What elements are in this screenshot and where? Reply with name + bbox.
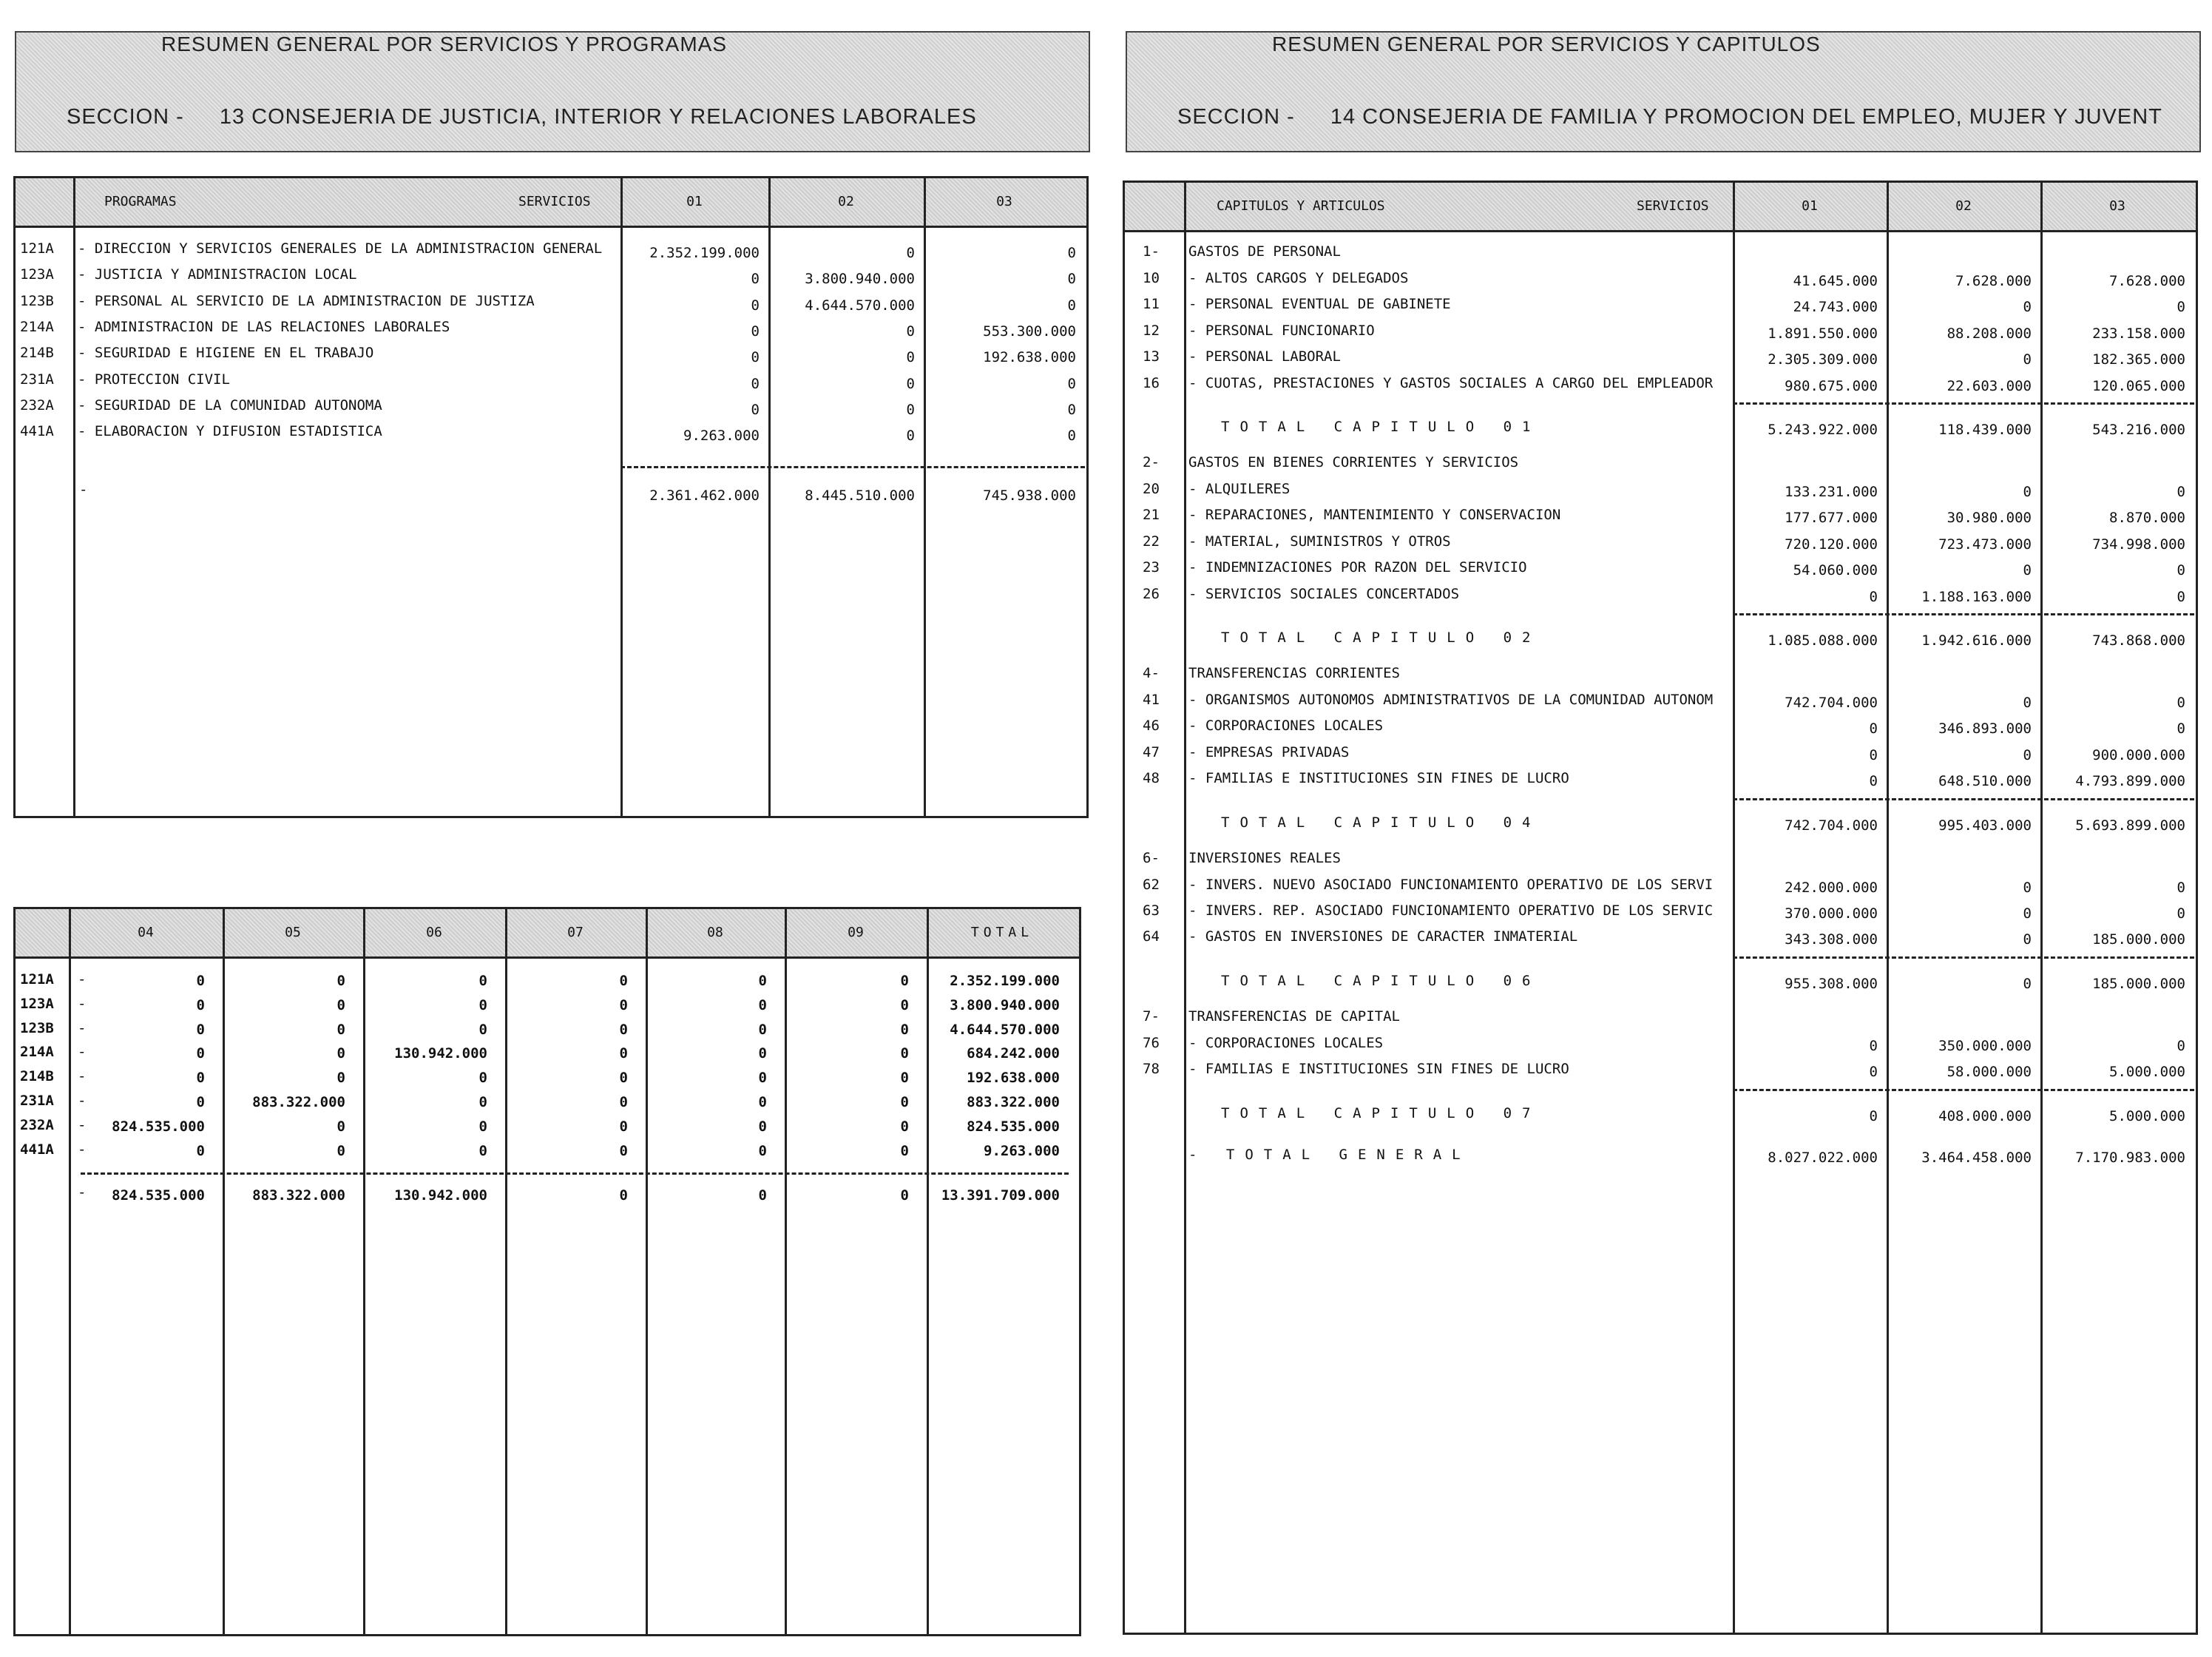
- articulo-code: 46: [1143, 718, 1160, 735]
- programa-value: 3.800.940.000: [805, 271, 915, 288]
- articulo-code: 26: [1143, 585, 1160, 602]
- bottom-row-value: 0: [336, 1118, 345, 1135]
- bottom-row-value: 0: [619, 1118, 628, 1135]
- bottom-row-value: 0: [336, 1142, 345, 1159]
- programa-desc: - ELABORACION Y DIFUSION ESTADISTICA: [78, 423, 382, 440]
- bottom-row-value: 0: [478, 1094, 487, 1110]
- header-col-03: 03: [996, 194, 1012, 209]
- bottom-total-value: 883.322.000: [252, 1187, 345, 1204]
- articulo-desc: - REPARACIONES, MANTENIMIENTO Y CONSERVACION: [1188, 507, 1561, 524]
- programa-value: 0: [906, 245, 915, 261]
- capitulo-total-value: 185.000.000: [2092, 975, 2185, 992]
- capitulo-total-value: 742.704.000: [1785, 817, 1878, 834]
- bottom-header-col: 07: [567, 925, 584, 940]
- bottom-row-value: 0: [619, 1094, 628, 1110]
- articulo-desc: - ALQUILERES: [1188, 481, 1291, 497]
- articulo-value: 0: [1869, 746, 1878, 763]
- bottom-row-value: 824.535.000: [112, 1118, 205, 1135]
- bottom-row-value: 0: [336, 996, 345, 1013]
- programa-desc: - PROTECCION CIVIL: [78, 371, 230, 388]
- articulo-value: 0: [2177, 484, 2185, 500]
- bottom-row-dash: -: [78, 1141, 87, 1158]
- bottom-row-value: 883.322.000: [967, 1094, 1060, 1110]
- programa-value: 0: [1067, 271, 1076, 288]
- bottom-row-value: 0: [758, 1118, 767, 1135]
- bottom-header-col: 09: [848, 925, 864, 940]
- bottom-row-code: 441A: [20, 1141, 54, 1158]
- bottom-row-code: 232A: [20, 1116, 54, 1133]
- articulo-desc: - SERVICIOS SOCIALES CONCERTADOS: [1188, 585, 1460, 602]
- capitulo-code: 1-: [1143, 243, 1160, 260]
- articulo-value: 0: [1869, 1037, 1878, 1054]
- articulo-value: 0: [1869, 773, 1878, 790]
- header-servicios-right: SERVICIOS: [1637, 198, 1709, 214]
- capitulo-total-label: TOTAL CAPITULO 01: [1221, 419, 1541, 435]
- articulo-value: 120.065.000: [2092, 377, 2185, 394]
- bottom-row-value: 192.638.000: [967, 1070, 1060, 1087]
- bottom-total-value: 824.535.000: [112, 1187, 205, 1204]
- articulo-value: 233.158.000: [2092, 325, 2185, 342]
- articulo-code: 11: [1143, 296, 1160, 313]
- articulo-desc: - MATERIAL, SUMINISTROS Y OTROS: [1188, 533, 1451, 550]
- articulo-value: 900.000.000: [2092, 746, 2185, 763]
- bottom-row-value: 0: [900, 973, 909, 989]
- total-col-03: 745.938.000: [983, 487, 1076, 504]
- articulo-code: 10: [1143, 270, 1160, 286]
- programa-desc: - JUSTICIA Y ADMINISTRACION LOCAL: [78, 266, 357, 283]
- programa-value: 0: [1067, 245, 1076, 261]
- programa-value: 4.644.570.000: [805, 297, 915, 314]
- bottom-row-value: 0: [619, 973, 628, 989]
- articulo-value: 720.120.000: [1785, 536, 1878, 553]
- capitulo-total-label: TOTAL CAPITULO 07: [1221, 1104, 1541, 1121]
- capitulo-total-value: 408.000.000: [1938, 1107, 2032, 1124]
- bottom-row-code: 121A: [20, 971, 54, 988]
- articulo-code: 22: [1143, 533, 1160, 550]
- bottom-row-dash: -: [78, 1019, 87, 1036]
- articulo-desc: - FAMILIAS E INSTITUCIONES SIN FINES DE LUCRO: [1188, 1061, 1569, 1078]
- bottom-row-value: 0: [900, 1021, 909, 1038]
- articulo-code: 12: [1143, 322, 1160, 339]
- articulo-value: 0: [2023, 484, 2032, 500]
- programa-value: 0: [1067, 428, 1076, 445]
- articulo-code: 76: [1143, 1034, 1160, 1051]
- articulo-value: 648.510.000: [1938, 773, 2032, 790]
- capitulo-code: 4-: [1143, 665, 1160, 681]
- programa-desc: - SEGURIDAD DE LA COMUNIDAD AUTONOMA: [78, 396, 382, 414]
- articulo-code: 41: [1143, 692, 1160, 708]
- bottom-row-value: 0: [900, 1142, 909, 1159]
- articulo-value: 734.998.000: [2092, 536, 2185, 553]
- bottom-row-value: 0: [758, 1070, 767, 1087]
- programa-value: 553.300.000: [983, 323, 1076, 340]
- articulo-value: 0: [2023, 299, 2032, 316]
- left-seccion-label: SECCION -: [67, 105, 184, 129]
- capitulo-total-value: 1.942.616.000: [1921, 632, 2032, 649]
- articulo-desc: - INVERS. REP. ASOCIADO FUNCIONAMIENTO OPERATIVO DE LOS SERVIC: [1188, 902, 1714, 919]
- articulo-value: 742.704.000: [1785, 695, 1878, 711]
- bottom-row-value: 0: [900, 1094, 909, 1110]
- header-programas: PROGRAMAS: [104, 194, 177, 209]
- bottom-row-value: 0: [478, 1142, 487, 1159]
- capitulo-total-label: TOTAL CAPITULO 04: [1221, 814, 1541, 831]
- bottom-row-value: 0: [336, 973, 345, 989]
- articulo-value: 54.060.000: [1793, 562, 1878, 579]
- bottom-row-value: 0: [619, 996, 628, 1013]
- bottom-row-value: 0: [196, 1094, 205, 1110]
- articulo-code: 47: [1143, 743, 1160, 760]
- bottom-header-col: 06: [426, 925, 442, 940]
- articulo-code: 16: [1143, 374, 1160, 391]
- header-col-02: 02: [838, 194, 854, 209]
- bottom-row-value: 9.263.000: [984, 1142, 1060, 1159]
- header-capitulos: CAPITULOS Y ARTICULOS: [1217, 198, 1385, 214]
- programa-value: 0: [751, 271, 760, 288]
- bottom-total-value: 0: [758, 1187, 767, 1204]
- bottom-row-value: 0: [478, 1070, 487, 1087]
- total-general-value: 3.464.458.000: [1921, 1149, 2032, 1166]
- programa-desc: - PERSONAL AL SERVICIO DE LA ADMINISTRACION DE JUSTIZA: [78, 292, 535, 309]
- left-columns-table: [13, 907, 1081, 1636]
- left-title: RESUMEN GENERAL POR SERVICIOS Y PROGRAMAS: [161, 33, 728, 55]
- articulo-desc: - PERSONAL FUNCIONARIO: [1188, 322, 1375, 339]
- articulo-value: 0: [2177, 588, 2185, 605]
- bottom-header-col: 08: [707, 925, 723, 940]
- articulo-value: 30.980.000: [1947, 510, 2032, 527]
- bottom-row-value: 0: [619, 1070, 628, 1087]
- bottom-row-value: 0: [196, 1070, 205, 1087]
- right-header-col-03: 03: [2109, 198, 2125, 214]
- capitulo-name: TRANSFERENCIAS DE CAPITAL: [1188, 1008, 1400, 1025]
- articulo-value: 0: [1869, 588, 1878, 605]
- articulo-value: 7.628.000: [2109, 273, 2185, 289]
- articulo-value: 5.000.000: [2109, 1064, 2185, 1081]
- right-header-col-01: 01: [1802, 198, 1818, 214]
- right-seccion-label: SECCION -: [1177, 105, 1295, 129]
- bottom-row-value: 824.535.000: [967, 1118, 1060, 1135]
- bottom-row-value: 0: [336, 1021, 345, 1038]
- programa-value: 0: [751, 375, 760, 392]
- articulo-desc: - FAMILIAS E INSTITUCIONES SIN FINES DE LUCRO: [1188, 770, 1569, 787]
- articulo-value: 0: [2023, 351, 2032, 368]
- articulo-value: 22.603.000: [1947, 377, 2032, 394]
- programa-code: 231A: [20, 371, 54, 388]
- bottom-row-value: 0: [478, 996, 487, 1013]
- capitulo-total-value: 118.439.000: [1938, 422, 2032, 438]
- articulo-value: 24.743.000: [1793, 299, 1878, 316]
- programa-desc: - DIRECCION Y SERVICIOS GENERALES DE LA ADMINISTRACION GENERAL: [78, 240, 603, 257]
- articulo-value: 0: [2177, 720, 2185, 738]
- articulo-desc: - CUOTAS, PRESTACIONES Y GASTOS SOCIALES A CARGO DEL EMPLEADOR: [1188, 374, 1714, 391]
- capitulo-name: TRANSFERENCIAS CORRIENTES: [1188, 665, 1400, 681]
- programa-value: 0: [906, 323, 915, 340]
- programa-code: 123A: [20, 266, 54, 283]
- bottom-row-value: 0: [900, 996, 909, 1013]
- articulo-code: 21: [1143, 507, 1160, 524]
- articulo-desc: - ALTOS CARGOS Y DELEGADOS: [1188, 270, 1409, 286]
- bottom-row-value: 883.322.000: [252, 1094, 345, 1110]
- articulo-code: 62: [1143, 876, 1160, 893]
- programa-code: 123B: [20, 292, 54, 309]
- articulo-value: 343.308.000: [1785, 931, 1878, 948]
- articulo-value: 723.473.000: [1938, 536, 2032, 553]
- articulo-value: 2.305.309.000: [1768, 351, 1878, 368]
- programa-code: 121A: [20, 240, 54, 257]
- articulo-value: 8.870.000: [2109, 510, 2185, 527]
- right-header-col-02: 02: [1955, 198, 1972, 214]
- header-col-01: 01: [686, 194, 703, 209]
- bottom-row-dash: -: [78, 1044, 87, 1061]
- programa-code: 441A: [20, 423, 54, 440]
- articulo-value: 0: [2177, 1037, 2185, 1054]
- bottom-row-value: 0: [196, 973, 205, 989]
- articulo-code: 78: [1143, 1061, 1160, 1078]
- articulo-desc: - INVERS. NUEVO ASOCIADO FUNCIONAMIENTO OPERATIVO DE LOS SERVI: [1188, 876, 1714, 893]
- programa-value: 0: [1067, 375, 1076, 392]
- left-seccion: [67, 105, 977, 129]
- articulo-value: 88.208.000: [1947, 325, 2032, 342]
- total-dash: -: [79, 482, 88, 498]
- articulo-value: 346.893.000: [1938, 720, 2032, 738]
- articulo-value: 177.677.000: [1785, 510, 1878, 527]
- articulo-value: 41.645.000: [1793, 273, 1878, 289]
- articulo-value: 242.000.000: [1785, 879, 1878, 896]
- bottom-row-dash: -: [78, 971, 87, 988]
- programa-value: 0: [906, 349, 915, 366]
- bottom-row-value: 3.800.940.000: [950, 996, 1060, 1013]
- bottom-row-code: 214B: [20, 1068, 54, 1085]
- programa-code: 214B: [20, 345, 54, 362]
- articulo-value: 7.628.000: [1955, 273, 2032, 289]
- left-programas-table: [13, 176, 1089, 818]
- articulo-value: 0: [2023, 746, 2032, 763]
- articulo-value: 0: [2023, 562, 2032, 579]
- bottom-row-value: 0: [196, 1045, 205, 1062]
- programa-code: 232A: [20, 396, 54, 414]
- bottom-row-value: 0: [196, 1021, 205, 1038]
- articulo-desc: - EMPRESAS PRIVADAS: [1188, 743, 1350, 760]
- articulo-code: 23: [1143, 559, 1160, 576]
- programa-value: 0: [751, 349, 760, 366]
- programa-value: 0: [751, 401, 760, 418]
- articulo-code: 63: [1143, 902, 1160, 919]
- articulo-code: 48: [1143, 770, 1160, 787]
- articulo-desc: - CORPORACIONES LOCALES: [1188, 718, 1384, 735]
- header-servicios: SERVICIOS: [518, 194, 591, 209]
- total-col-02: 8.445.510.000: [805, 487, 915, 504]
- articulo-value: 1.188.163.000: [1921, 588, 2032, 605]
- articulo-desc: - ORGANISMOS AUTONOMOS ADMINISTRATIVOS DE LA COMUNIDAD AUTONOM: [1188, 692, 1714, 708]
- programa-desc: - ADMINISTRACION DE LAS RELACIONES LABORALES: [78, 318, 450, 335]
- capitulo-name: INVERSIONES REALES: [1188, 849, 1341, 866]
- bottom-total-value: 0: [619, 1187, 628, 1204]
- total-general-value: 8.027.022.000: [1768, 1149, 1878, 1166]
- articulo-value: 0: [2177, 299, 2185, 316]
- bottom-row-value: 0: [758, 1094, 767, 1110]
- articulo-desc: - GASTOS EN INVERSIONES DE CARACTER INMATERIAL: [1188, 928, 1578, 945]
- capitulo-code: 2-: [1143, 454, 1160, 470]
- articulo-value: 133.231.000: [1785, 484, 1878, 500]
- programa-value: 192.638.000: [983, 349, 1076, 366]
- right-seccion: [1177, 105, 2162, 129]
- bottom-total-value: 130.942.000: [394, 1187, 487, 1204]
- programa-value: 9.263.000: [683, 428, 760, 445]
- total-general-value: 7.170.983.000: [2075, 1149, 2185, 1166]
- bottom-row-value: 0: [196, 996, 205, 1013]
- articulo-value: 0: [1869, 720, 1878, 738]
- programa-value: 0: [906, 428, 915, 445]
- bottom-row-value: 4.644.570.000: [950, 1021, 1060, 1038]
- bottom-header-col: TOTAL: [970, 925, 1034, 940]
- bottom-row-value: 0: [619, 1045, 628, 1062]
- programa-value: 0: [751, 323, 760, 340]
- programa-value: 0: [1067, 401, 1076, 418]
- articulo-value: 0: [2177, 695, 2185, 711]
- bottom-row-value: 130.942.000: [394, 1045, 487, 1062]
- articulo-value: 4.793.899.000: [2075, 773, 2185, 790]
- bottom-row-code: 123A: [20, 995, 54, 1012]
- bottom-row-value: 0: [336, 1070, 345, 1087]
- articulo-value: 0: [1869, 1064, 1878, 1081]
- right-banner: [1126, 31, 2201, 152]
- right-capitulos-table: [1123, 180, 2198, 1635]
- capitulo-total-value: 5.243.922.000: [1768, 422, 1878, 438]
- bottom-row-value: 0: [758, 973, 767, 989]
- bottom-row-value: 2.352.199.000: [950, 973, 1060, 989]
- articulo-code: 64: [1143, 928, 1160, 945]
- articulo-desc: - INDEMNIZACIONES POR RAZON DEL SERVICIO: [1188, 559, 1527, 576]
- articulo-value: 0: [2023, 905, 2032, 922]
- articulo-value: 58.000.000: [1947, 1064, 2032, 1081]
- right-seccion-name: 14 CONSEJERIA DE FAMILIA Y PROMOCION DEL EMPLEO, MUJER Y JUVENT: [1330, 105, 2162, 129]
- bottom-row-dash: -: [78, 995, 87, 1012]
- articulo-value: 182.365.000: [2092, 351, 2185, 368]
- programa-value: 0: [906, 375, 915, 392]
- capitulo-code: 6-: [1143, 849, 1160, 866]
- bottom-row-code: 123B: [20, 1019, 54, 1036]
- capitulo-total-value: 995.403.000: [1938, 817, 2032, 834]
- bottom-row-value: 0: [758, 1045, 767, 1062]
- left-seccion-name: 13 CONSEJERIA DE JUSTICIA, INTERIOR Y RELACIONES LABORALES: [219, 105, 977, 129]
- articulo-desc: - PERSONAL LABORAL: [1188, 348, 1341, 365]
- bottom-row-value: 0: [900, 1045, 909, 1062]
- bottom-row-value: 0: [619, 1142, 628, 1159]
- bottom-row-value: 0: [619, 1021, 628, 1038]
- bottom-header-col: 05: [285, 925, 301, 940]
- capitulo-total-value: 5.000.000: [2109, 1107, 2185, 1124]
- articulo-value: 370.000.000: [1785, 905, 1878, 922]
- programa-value: 0: [906, 401, 915, 418]
- capitulo-total-value: 543.216.000: [2092, 422, 2185, 438]
- programa-value: 2.352.199.000: [649, 245, 760, 261]
- articulo-value: 350.000.000: [1938, 1037, 2032, 1054]
- capitulo-total-value: 0: [2023, 975, 2032, 992]
- articulo-value: 0: [2177, 905, 2185, 922]
- articulo-value: 185.000.000: [2092, 931, 2185, 948]
- total-general-label: - TOTAL GENERAL: [1188, 1146, 1471, 1163]
- programa-desc: - SEGURIDAD E HIGIENE EN EL TRABAJO: [78, 345, 374, 362]
- bottom-row-dash: -: [78, 1116, 87, 1133]
- capitulo-name: GASTOS DE PERSONAL: [1188, 243, 1341, 260]
- articulo-value: 1.891.550.000: [1768, 325, 1878, 342]
- bottom-row-dash: -: [78, 1093, 87, 1109]
- programa-value: 0: [751, 297, 760, 314]
- capitulo-total-label: TOTAL CAPITULO 02: [1221, 630, 1541, 646]
- bottom-row-value: 0: [758, 996, 767, 1013]
- articulo-value: 0: [2177, 562, 2185, 579]
- bottom-total-dash: -: [78, 1184, 87, 1201]
- capitulo-name: GASTOS EN BIENES CORRIENTES Y SERVICIOS: [1188, 454, 1519, 470]
- articulo-value: 980.675.000: [1785, 377, 1878, 394]
- total-col-01: 2.361.462.000: [649, 487, 760, 504]
- capitulo-code: 7-: [1143, 1008, 1160, 1025]
- bottom-row-code: 231A: [20, 1093, 54, 1109]
- bottom-row-value: 0: [758, 1021, 767, 1038]
- bottom-row-value: 0: [478, 1118, 487, 1135]
- bottom-row-value: 0: [196, 1142, 205, 1159]
- bottom-row-value: 0: [336, 1045, 345, 1062]
- articulo-value: 0: [2023, 695, 2032, 711]
- capitulo-total-value: 743.868.000: [2092, 632, 2185, 649]
- bottom-row-code: 214A: [20, 1044, 54, 1061]
- bottom-row-value: 0: [900, 1070, 909, 1087]
- capitulo-total-value: 1.085.088.000: [1768, 632, 1878, 649]
- articulo-value: 0: [2177, 879, 2185, 896]
- capitulo-total-label: TOTAL CAPITULO 06: [1221, 972, 1541, 989]
- programa-code: 214A: [20, 318, 54, 335]
- articulo-code: 20: [1143, 481, 1160, 497]
- bottom-total-value: 13.391.709.000: [941, 1187, 1060, 1204]
- articulo-value: 0: [2023, 931, 2032, 948]
- capitulo-total-value: 5.693.899.000: [2075, 817, 2185, 834]
- capitulo-total-value: 0: [1869, 1107, 1878, 1124]
- programa-value: 0: [1067, 297, 1076, 314]
- articulo-desc: - PERSONAL EVENTUAL DE GABINETE: [1188, 296, 1451, 313]
- bottom-header-col: 04: [138, 925, 154, 940]
- left-banner: [15, 31, 1090, 152]
- bottom-row-value: 0: [900, 1118, 909, 1135]
- articulo-value: 0: [2023, 879, 2032, 896]
- bottom-row-value: 0: [758, 1142, 767, 1159]
- articulo-code: 13: [1143, 348, 1160, 365]
- bottom-row-value: 0: [478, 973, 487, 989]
- capitulo-total-value: 955.308.000: [1785, 975, 1878, 992]
- bottom-row-value: 0: [478, 1021, 487, 1038]
- bottom-total-value: 0: [900, 1187, 909, 1204]
- bottom-row-value: 684.242.000: [967, 1045, 1060, 1062]
- bottom-row-dash: -: [78, 1068, 87, 1085]
- right-title: RESUMEN GENERAL POR SERVICIOS Y CAPITULOS: [1272, 33, 1821, 55]
- articulo-desc: - CORPORACIONES LOCALES: [1188, 1034, 1384, 1051]
